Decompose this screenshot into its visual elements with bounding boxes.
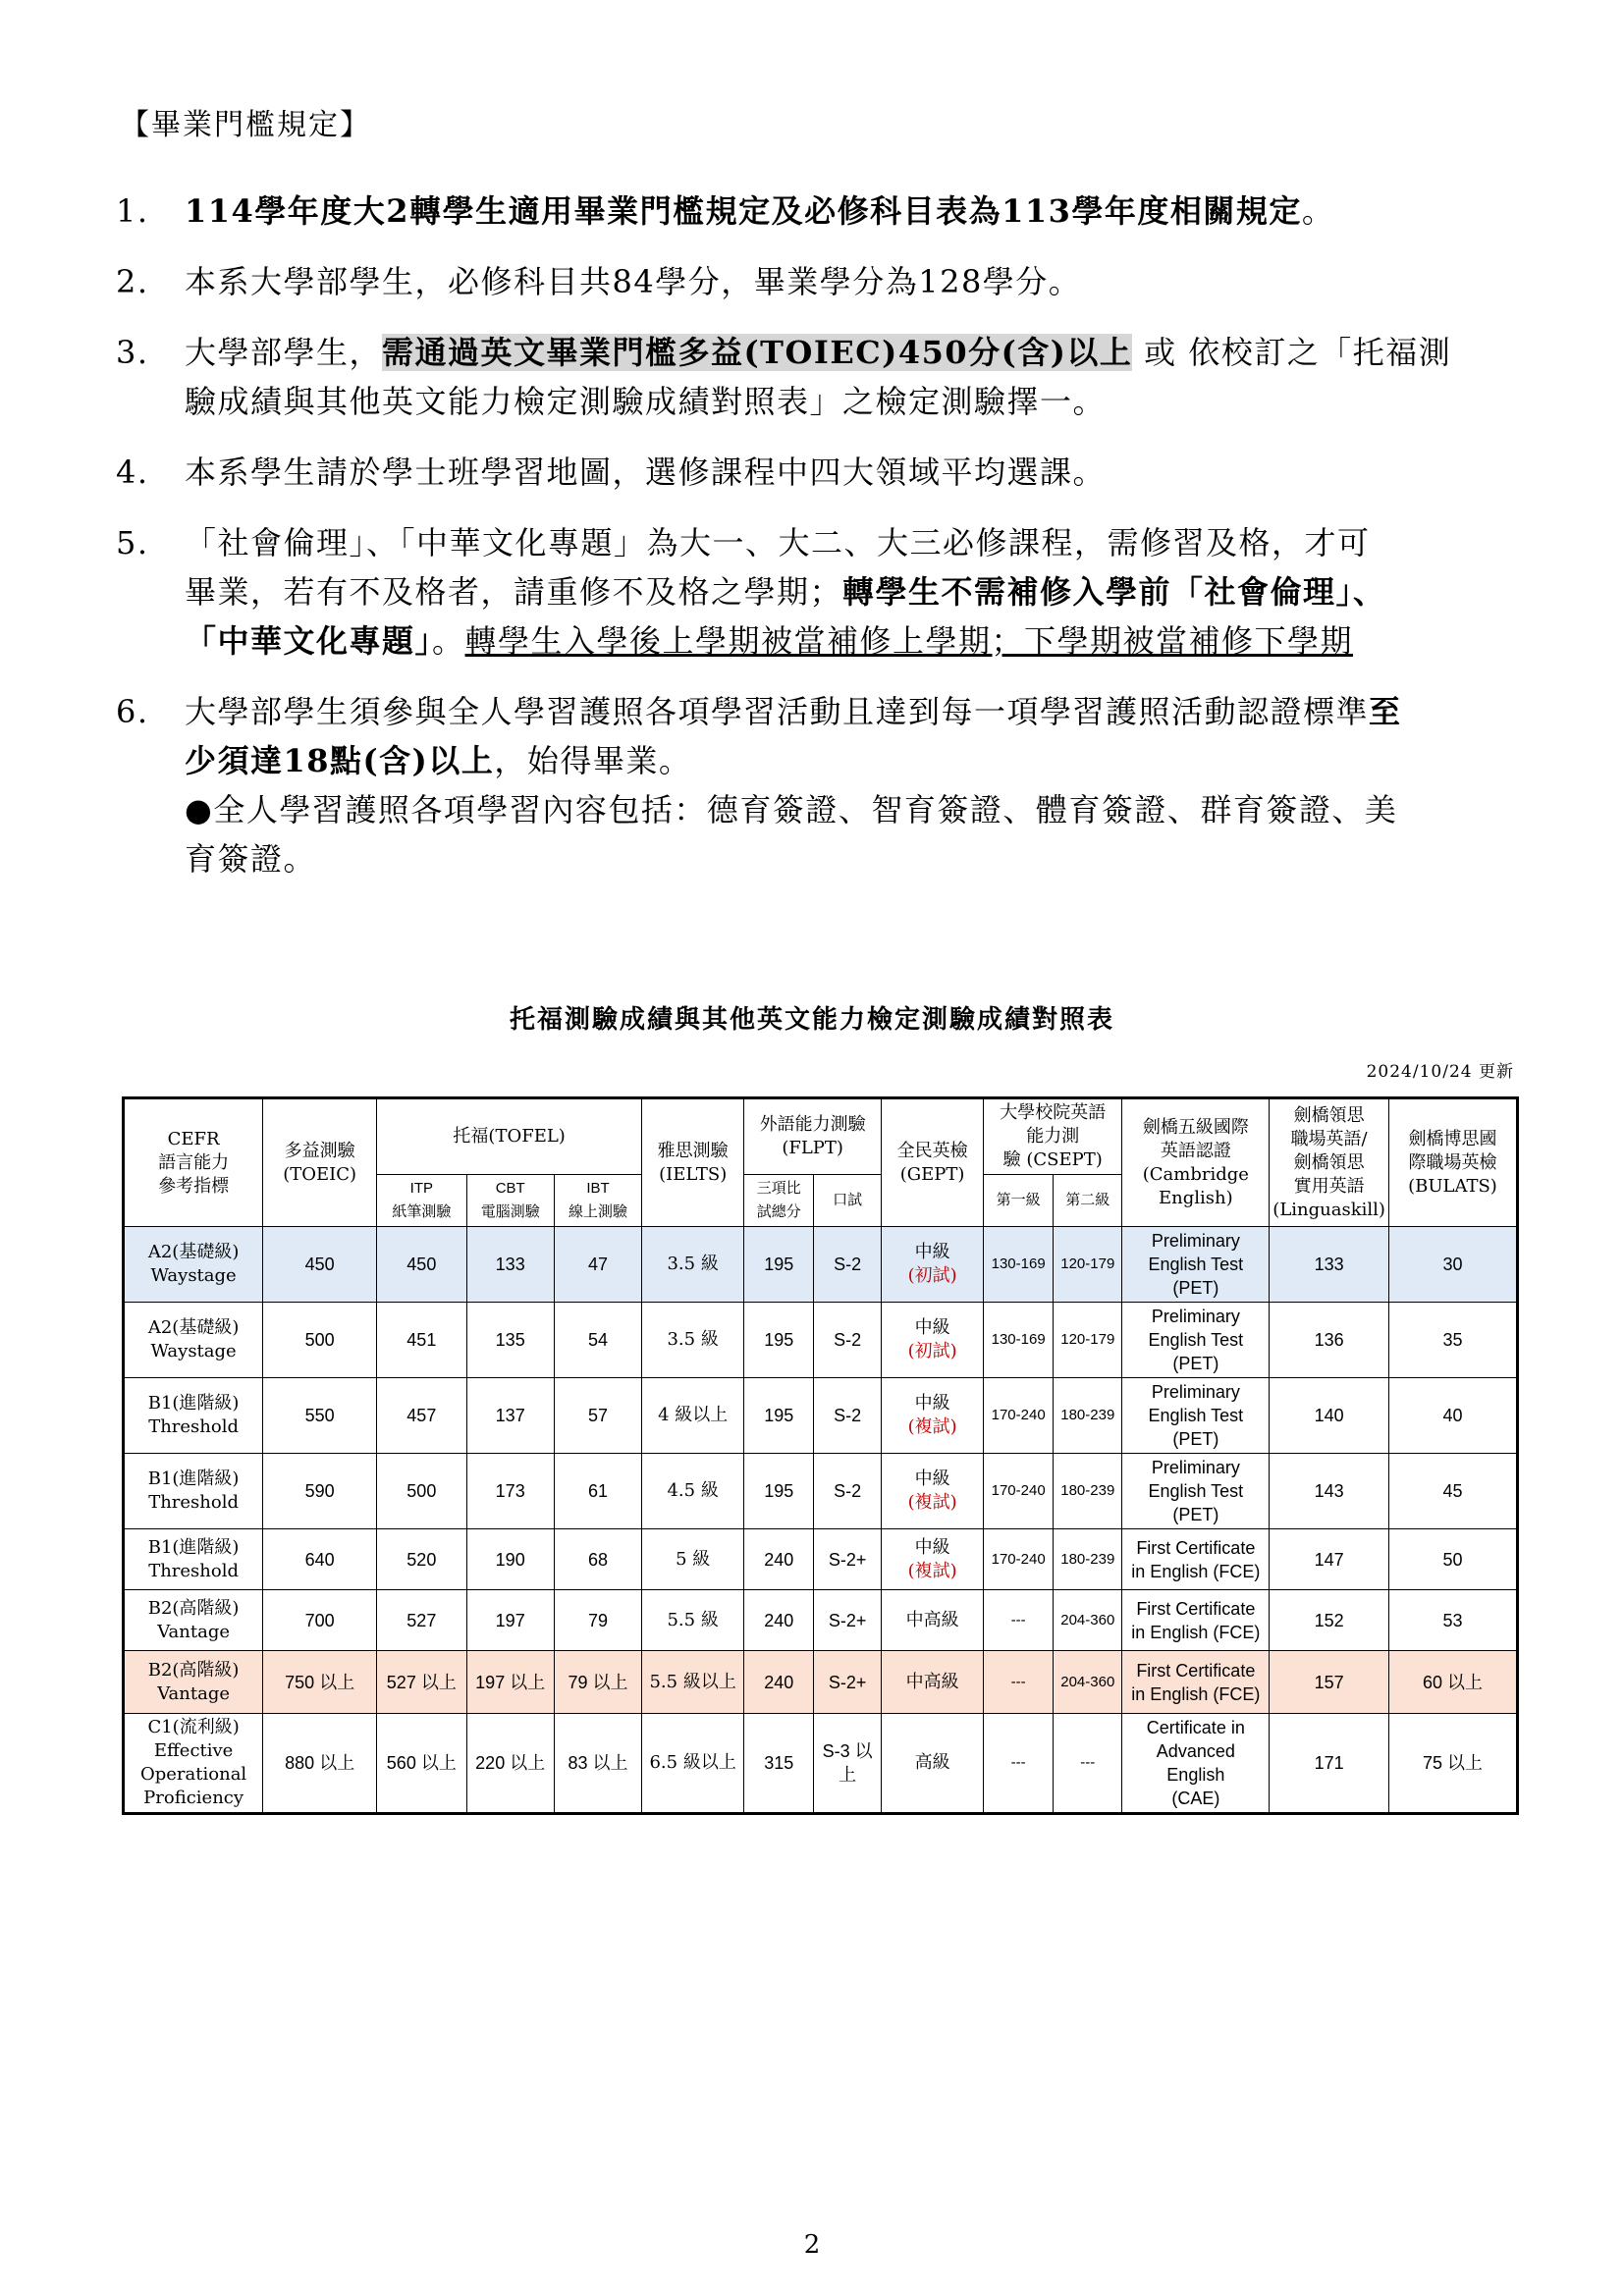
cell-ling: 136 xyxy=(1270,1303,1389,1378)
rule-text: 畢業，若有不及格者，請重修不及格之學期； xyxy=(185,573,843,611)
cell-bul: 50 xyxy=(1388,1529,1517,1590)
rule-number: 3. xyxy=(116,334,149,371)
header-flpt-oral: 口試 xyxy=(814,1175,882,1227)
cell-ibt: 79 xyxy=(554,1590,641,1651)
cell-cefr: B2(高階級) Vantage xyxy=(124,1590,263,1651)
header-csept: 大學校院英語 能力測 驗 (CSEPT) xyxy=(984,1098,1122,1175)
rule-number: 2. xyxy=(116,263,149,300)
cell-toeic: 750 以上 xyxy=(263,1651,377,1714)
cell-ibt: 79 以上 xyxy=(554,1651,641,1714)
cell-cefr: A2(基礎級) Waystage xyxy=(124,1227,263,1303)
cell-cam: First Certificate in English (FCE) xyxy=(1122,1590,1270,1651)
table-body xyxy=(124,1227,1518,1814)
score-comparison-table xyxy=(122,1096,1519,1815)
cell-ibt: 83 以上 xyxy=(554,1714,641,1814)
page-number: 2 xyxy=(803,2230,821,2260)
header-csept-level2: 第二級 xyxy=(1054,1175,1122,1227)
cell-cbt: 190 xyxy=(466,1529,554,1590)
header-toefl: 托福(TOFEL) xyxy=(377,1098,642,1175)
cell-gept: 中高級 xyxy=(882,1651,984,1714)
cell-oral: S-2 xyxy=(814,1378,882,1454)
rule-2 xyxy=(116,257,1530,306)
cell-ibt: 68 xyxy=(554,1529,641,1590)
header-toefl-cbt: CBT 電腦測驗 xyxy=(466,1175,554,1227)
cell-itp: 451 xyxy=(377,1303,466,1378)
cell-cs1: --- xyxy=(984,1651,1054,1714)
rules-list xyxy=(116,187,1530,905)
cell-cs1: 130-169 xyxy=(984,1227,1054,1303)
rule-5 xyxy=(116,518,1530,666)
cell-cs2: 120-179 xyxy=(1054,1303,1122,1378)
cell-toeic: 450 xyxy=(263,1227,377,1303)
cell-ielts: 4.5 級 xyxy=(642,1454,744,1529)
cell-gept: 中級 (初試) xyxy=(882,1227,984,1303)
cell-oral: S-2+ xyxy=(814,1651,882,1714)
cell-ielts: 4 級以上 xyxy=(642,1378,744,1454)
cell-cbt: 197 以上 xyxy=(466,1651,554,1714)
cell-ling: 133 xyxy=(1270,1227,1389,1303)
header-bulats: 劍橋博思國 際職場英檢 (BULATS) xyxy=(1388,1098,1517,1227)
rule-text-underlined: 轉學生入學後上學期被當補修上學期；下學期被當補修下學期 xyxy=(464,622,1354,660)
cell-ielts: 3.5 級 xyxy=(642,1227,744,1303)
cell-cs2: 204-360 xyxy=(1054,1590,1122,1651)
cell-ibt: 47 xyxy=(554,1227,641,1303)
header-flpt-written: 三項比 試總分 xyxy=(744,1175,814,1227)
cell-ielts: 3.5 級 xyxy=(642,1303,744,1378)
cell-ling: 171 xyxy=(1270,1714,1389,1814)
cell-gept: 中級 (複試) xyxy=(882,1378,984,1454)
cell-cs1: 170-240 xyxy=(984,1529,1054,1590)
rule-number: 5. xyxy=(116,524,149,561)
cell-cam: Preliminary English Test (PET) xyxy=(1122,1454,1270,1529)
rule-4 xyxy=(116,448,1530,497)
cell-toeic: 880 以上 xyxy=(263,1714,377,1814)
rule-text-bold: 「中華文化專題」 xyxy=(185,622,433,660)
rule-text: 。 xyxy=(1301,192,1335,230)
cell-itp: 527 xyxy=(377,1590,466,1651)
cell-ibt: 57 xyxy=(554,1378,641,1454)
cell-cbt: 135 xyxy=(466,1303,554,1378)
rule-text: 或 依校訂之「托福測 xyxy=(1132,334,1452,371)
cell-bul: 60 以上 xyxy=(1388,1651,1517,1714)
rule-number: 6. xyxy=(116,693,149,730)
cell-toeic: 500 xyxy=(263,1303,377,1378)
rule-text: 本系大學部學生，必修科目共84學分，畢業學分為128學分。 xyxy=(185,263,1082,300)
cell-bul: 53 xyxy=(1388,1590,1517,1651)
cell-ielts: 5.5 級 xyxy=(642,1590,744,1651)
header-gept: 全民英檢 (GEPT) xyxy=(882,1098,984,1227)
rule-text: ●全人學習護照各項學習內容包括：德育簽證、智育簽證、體育簽證、群育簽證、美 xyxy=(185,791,1398,828)
cell-cs2: 204-360 xyxy=(1054,1651,1122,1714)
header-cambridge: 劍橋五級國際 英語認證 (Cambridge English) xyxy=(1122,1098,1270,1227)
table-row xyxy=(124,1454,1518,1529)
rule-3 xyxy=(116,328,1530,426)
cell-oral: S-2+ xyxy=(814,1590,882,1651)
cell-flpt: 195 xyxy=(744,1454,814,1529)
rule-number: 4. xyxy=(116,454,149,491)
cell-cam: First Certificate in English (FCE) xyxy=(1122,1651,1270,1714)
cell-cs1: 170-240 xyxy=(984,1378,1054,1454)
cell-flpt: 315 xyxy=(744,1714,814,1814)
header-toefl-ibt: IBT 線上測驗 xyxy=(554,1175,641,1227)
table-row xyxy=(124,1378,1518,1454)
cell-ibt: 61 xyxy=(554,1454,641,1529)
cell-cbt: 137 xyxy=(466,1378,554,1454)
rule-text: 「社會倫理」、「中華文化專題」為大一、大二、大三必修課程，需修習及格，才可 xyxy=(185,524,1371,561)
cell-cs2: --- xyxy=(1054,1714,1122,1814)
cell-toeic: 640 xyxy=(263,1529,377,1590)
cell-cam: Preliminary English Test (PET) xyxy=(1122,1303,1270,1378)
rule-text-bold: 少須達18點(含)以上 xyxy=(185,742,495,779)
cell-itp: 520 xyxy=(377,1529,466,1590)
table-row xyxy=(124,1529,1518,1590)
cell-bul: 35 xyxy=(1388,1303,1517,1378)
cell-cs1: --- xyxy=(984,1714,1054,1814)
cell-ling: 152 xyxy=(1270,1590,1389,1651)
rule-text: 驗成績與其他英文能力檢定測驗成績對照表」之檢定測驗擇一。 xyxy=(185,383,1107,420)
cell-cefr: B1(進階級) Threshold xyxy=(124,1454,263,1529)
cell-cs2: 180-239 xyxy=(1054,1454,1122,1529)
cell-cs1: 170-240 xyxy=(984,1454,1054,1529)
cell-ielts: 6.5 級以上 xyxy=(642,1714,744,1814)
rule-text: 育簽證。 xyxy=(185,840,317,878)
header-cefr: CEFR 語言能力 參考指標 xyxy=(124,1098,263,1227)
page-heading: 【畢業門檻規定】 xyxy=(120,108,371,142)
cell-cam: Preliminary English Test (PET) xyxy=(1122,1378,1270,1454)
cell-oral: S-2 xyxy=(814,1454,882,1529)
table-row xyxy=(124,1651,1518,1714)
cell-ling: 143 xyxy=(1270,1454,1389,1529)
cell-flpt: 240 xyxy=(744,1529,814,1590)
update-date: 2024/10/24 更新 xyxy=(1366,1062,1514,1082)
cell-itp: 500 xyxy=(377,1454,466,1529)
cell-gept: 高級 xyxy=(882,1714,984,1814)
cell-gept: 中高級 xyxy=(882,1590,984,1651)
rule-number: 1. xyxy=(116,192,149,230)
cell-flpt: 240 xyxy=(744,1651,814,1714)
cell-oral: S-2 xyxy=(814,1303,882,1378)
cell-flpt: 195 xyxy=(744,1227,814,1303)
header-linguaskill: 劍橋領思 職場英語/ 劍橋領思 實用英語 (Linguaskill) xyxy=(1270,1098,1389,1227)
cell-itp: 527 以上 xyxy=(377,1651,466,1714)
cell-cs1: --- xyxy=(984,1590,1054,1651)
cell-cam: First Certificate in English (FCE) xyxy=(1122,1529,1270,1590)
table-row xyxy=(124,1227,1518,1303)
cell-flpt: 195 xyxy=(744,1303,814,1378)
cell-ibt: 54 xyxy=(554,1303,641,1378)
cell-cefr: B1(進階級) Threshold xyxy=(124,1529,263,1590)
cell-itp: 457 xyxy=(377,1378,466,1454)
cell-bul: 40 xyxy=(1388,1378,1517,1454)
header-csept-level1: 第一級 xyxy=(984,1175,1054,1227)
header-flpt: 外語能力測驗 (FLPT) xyxy=(744,1098,882,1175)
cell-toeic: 700 xyxy=(263,1590,377,1651)
cell-oral: S-3 以上 xyxy=(814,1714,882,1814)
rule-text: 。 xyxy=(432,622,465,660)
cell-gept: 中級 (複試) xyxy=(882,1529,984,1590)
cell-bul: 30 xyxy=(1388,1227,1517,1303)
cell-cbt: 133 xyxy=(466,1227,554,1303)
rule-6 xyxy=(116,687,1530,883)
table-row xyxy=(124,1303,1518,1378)
rule-text-bold: 轉學生不需補修入學前「社會倫理」、 xyxy=(842,573,1386,611)
rule-text: 大學部學生須參與全人學習護照各項學習活動且達到每一項學習護照活動認證標準 xyxy=(185,693,1370,730)
highlighted-requirement: 需通過英文畢業門檻多益(TOIEC)450分(含)以上 xyxy=(382,334,1133,371)
cell-cbt: 220 以上 xyxy=(466,1714,554,1814)
rule-text: 本系學生請於學士班學習地圖，選修課程中四大領域平均選課。 xyxy=(185,454,1107,491)
rule-text: 114學年度大2轉學生適用畢業門檻規定及必修科目表為113學年度相關規定 xyxy=(185,192,1302,230)
cell-cefr: A2(基礎級) Waystage xyxy=(124,1303,263,1378)
cell-cam: Certificate in Advanced English (CAE) xyxy=(1122,1714,1270,1814)
cell-itp: 560 以上 xyxy=(377,1714,466,1814)
rule-text: ，始得畢業。 xyxy=(494,742,692,779)
cell-cs2: 120-179 xyxy=(1054,1227,1122,1303)
cell-itp: 450 xyxy=(377,1227,466,1303)
cell-cbt: 197 xyxy=(466,1590,554,1651)
cell-cefr: C1(流利級) Effective Operational Proficiency xyxy=(124,1714,263,1814)
header-toeic: 多益測驗 (TOEIC) xyxy=(263,1098,377,1227)
cell-oral: S-2 xyxy=(814,1227,882,1303)
cell-cbt: 173 xyxy=(466,1454,554,1529)
cell-ielts: 5 級 xyxy=(642,1529,744,1590)
rule-text: 大學部學生， xyxy=(185,334,383,371)
table-row xyxy=(124,1590,1518,1651)
cell-gept: 中級 (複試) xyxy=(882,1454,984,1529)
table-title: 托福測驗成績與其他英文能力檢定測驗成績對照表 xyxy=(509,1005,1114,1035)
cell-toeic: 590 xyxy=(263,1454,377,1529)
cell-oral: S-2+ xyxy=(814,1529,882,1590)
cell-toeic: 550 xyxy=(263,1378,377,1454)
cell-ling: 140 xyxy=(1270,1378,1389,1454)
cell-cam: Preliminary English Test (PET) xyxy=(1122,1227,1270,1303)
header-toefl-itp: ITP 紙筆測驗 xyxy=(377,1175,466,1227)
cell-cs2: 180-239 xyxy=(1054,1378,1122,1454)
header-ielts: 雅思測驗 (IELTS) xyxy=(642,1098,744,1227)
cell-ling: 157 xyxy=(1270,1651,1389,1714)
cell-cefr: B2(高階級) Vantage xyxy=(124,1651,263,1714)
rule-1 xyxy=(116,187,1530,236)
cell-flpt: 240 xyxy=(744,1590,814,1651)
table-row xyxy=(124,1714,1518,1814)
cell-cefr: B1(進階級) Threshold xyxy=(124,1378,263,1454)
rule-text-bold: 至 xyxy=(1369,693,1402,730)
cell-cs1: 130-169 xyxy=(984,1303,1054,1378)
header-row xyxy=(124,1098,1518,1175)
cell-ling: 147 xyxy=(1270,1529,1389,1590)
cell-cs2: 180-239 xyxy=(1054,1529,1122,1590)
cell-bul: 45 xyxy=(1388,1454,1517,1529)
cell-gept: 中級 (初試) xyxy=(882,1303,984,1378)
cell-bul: 75 以上 xyxy=(1388,1714,1517,1814)
cell-flpt: 195 xyxy=(744,1378,814,1454)
cell-ielts: 5.5 級以上 xyxy=(642,1651,744,1714)
